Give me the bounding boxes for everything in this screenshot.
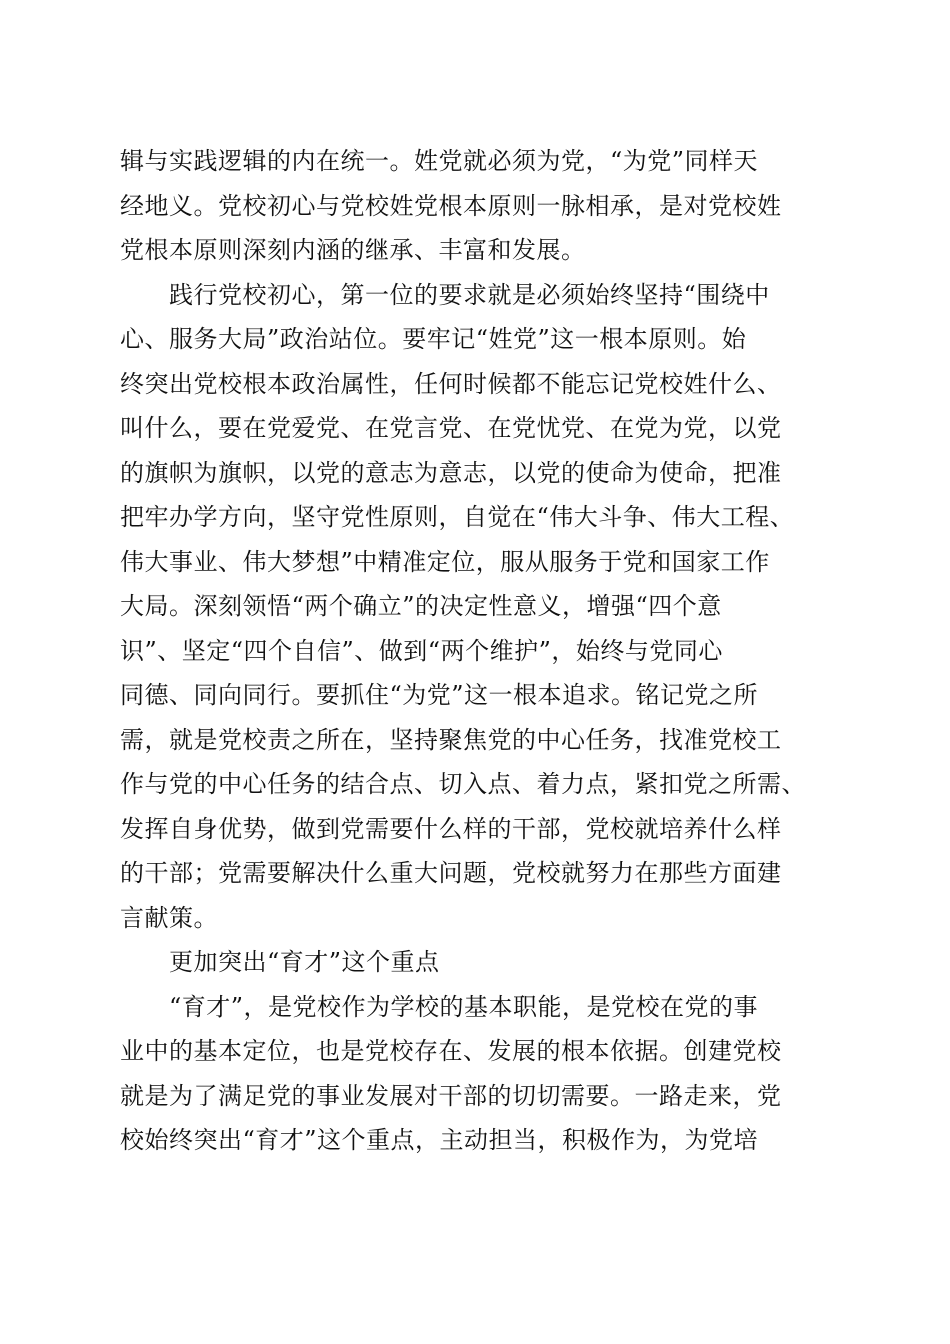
text-line: 的干部；党需要解决什么重大问题，党校就努力在那些方面建 (120, 859, 782, 887)
text-line: 识”、坚定“四个自信”、做到“两个维护”，始终与党同心 (120, 636, 723, 665)
text-line: 言献策。 (120, 903, 218, 932)
text-line: 作与党的中心任务的结合点、切入点、着力点，紧扣党之所需、 (120, 770, 806, 798)
text-line: 党根本原则深刻内涵的继承、丰富和发展。 (120, 236, 586, 264)
text-line: 践行党校初心，第一位的要求就是必须始终坚持“围绕中 (120, 280, 770, 309)
text-line: 叫什么，要在党爱党、在党言党、在党忧党、在党为党，以党 (120, 414, 782, 442)
text-line: 伟大事业、伟大梦想”中精准定位，服从服务于党和国家工作 (120, 547, 770, 576)
text-line: 的旗帜为旗帜，以党的意志为意志，以党的使命为使命，把准 (120, 458, 782, 487)
text-line: 终突出党校根本政治属性，任何时候都不能忘记党校姓什么、 (120, 369, 782, 398)
text-line: 经地义。党校初心与党校姓党根本原则一脉相承，是对党校姓 (120, 191, 782, 220)
text-line: 校始终突出“育才”这个重点，主动担当，积极作为，为党培 (120, 1126, 759, 1154)
text-line: 辑与实践逻辑的内在统一。姓党就必须为党，“为党”同样天 (120, 147, 759, 175)
text-line: 同德、同向同行。要抓住“为党”这一根本追求。铭记党之所 (120, 681, 759, 709)
text-line: 业中的基本定位，也是党校存在、发展的根本依据。创建党校 (120, 1037, 782, 1065)
text-line: 发挥自身优势，做到党需要什么样的干部，党校就培养什么样 (120, 814, 782, 843)
section-heading: 更加突出“育才”这个重点 (120, 948, 440, 976)
text-line: 需，就是党校责之所在，坚持聚焦党的中心任务，找准党校工 (120, 725, 782, 754)
text-line: 就是为了满足党的事业发展对干部的切切需要。一路走来，党 (120, 1081, 782, 1110)
text-line: 大局。深刻领悟“两个确立”的决定性意义，增强“四个意 (120, 592, 722, 620)
document-body (120, 139, 840, 1163)
text-line: “育才”，是党校作为学校的基本职能，是党校在党的事 (120, 992, 759, 1021)
text-line: 心、服务大局”政治站位。要牢记“姓党”这一根本原则。始 (120, 325, 747, 353)
text-line: 把牢办学方向，坚守党性原则，自觉在“伟大斗争、伟大工程、 (120, 503, 795, 531)
